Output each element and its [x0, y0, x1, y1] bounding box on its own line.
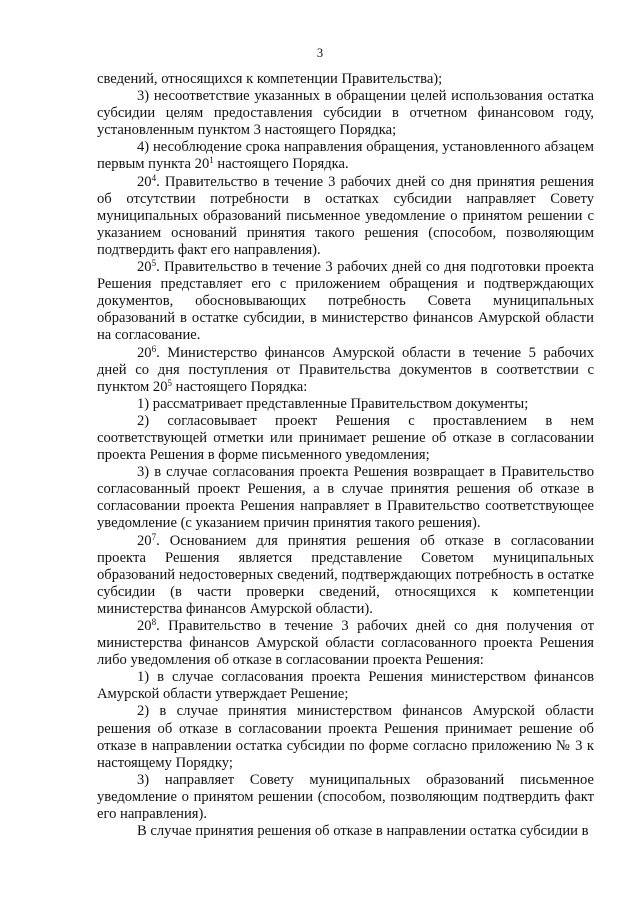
paragraph-20-8-item-2: 2) в случае принятия министерством финансов Амурской области решения об отказе в согласовании проекта Решения принимает решение об отказе в направлении остатка субсидии по форме согласно приложению № 3 к настоящему Порядку;	[97, 703, 594, 771]
paragraph-20-7: $20^7$. Основанием для принятия решения об отказе в согласовании проекта Решения является представление Советом муниципальных образований недостоверных сведений, подтверждающих потребность в остатке субсидии (в части проверки сведений, относящихся к компетенции министерства финансов Амурской области).	[97, 531, 594, 617]
superscript: 5	[167, 377, 172, 388]
paragraph-final: В случае принятия решения об отказе в направлении остатка субсидии в	[137, 823, 589, 840]
paragraph-item-4: 4) несоблюдение срока направления обращения, установленного абзацем первым пункта $20^1$ настоящего Порядка.	[97, 139, 594, 173]
paragraph-20-8-item-3: 3) направляет Совету муниципальных образований письменное уведомление о принятом решении (способом, позволяющим подтвердить факт его направления).	[97, 771, 594, 823]
paragraph-20-4: $20^4$. Правительство в течение 3 рабочих дней со дня принятия решения об отсутствии потребности в остатках субсидии направляет Совету муниципальных образований письменное уведомление о принятом решении с указанием оснований принятия такого решения (способом, позволяющим подтвердить факт его направления).	[97, 172, 594, 258]
paragraph-20-8-item-1: 1) в случае согласования проекта Решения министерством финансов Амурской области утверждает Решение;	[97, 669, 594, 703]
superscript: 8	[151, 617, 157, 628]
page-number: 3	[316, 46, 324, 60]
paragraph-20-8: $20^8$. Правительство в течение 3 рабочих дней со дня получения от министерства финансов Амурской области согласованного проекта Решения либо уведомления об отказе в согласовании проекта Решения:	[97, 617, 594, 669]
superscript: 6	[151, 343, 157, 354]
paragraph-20-6-item-2: 2) согласовывает проект Решения с проставлением в нем соответствующей отметки или принимает решение об отказе в согласовании проекта Решения в форме письменного уведомления;	[97, 412, 594, 464]
superscript: 5	[151, 258, 157, 269]
superscript: 7	[151, 531, 157, 542]
paragraph-20-6-item-3: 3) в случае согласования проекта Решения возвращает в Правительство согласованный проект Решения, а в случае принятия решения об отказе в согласовании проекта Решения направляет в Правительство соответствующее уведомление (с указанием причин принятия такого решения).	[97, 464, 594, 532]
superscript: 4	[151, 172, 157, 183]
document-body	[97, 71, 594, 840]
paragraph-20-6: $20^6$. Министерство финансов Амурской области в течение 5 рабочих дней со дня поступления от Правительства документов в соответствии с пунктом $20^5$ настоящего Порядка:	[97, 343, 594, 395]
paragraph-20-6-item-1: 1) рассматривает представленные Правительством документы;	[137, 395, 529, 412]
paragraph-continuation: сведений, относящихся к компетенции Правительства);	[97, 71, 443, 87]
paragraph-20-5: $20^5$. Правительство в течение 3 рабочих дней со дня подготовки проекта Решения представляет его с приложением обращения и подтверждающих документов, обосновывающих потребность Совета муниципальных образований в остатке субсидии, в министерство финансов Амурской области на согласование.	[97, 258, 594, 344]
paragraph-item-3: 3) несоответствие указанных в обращении целей использования остатка субсидии целям предоставления субсидии в отчетном финансовом году, установленным пунктом 3 настоящего Порядка;	[97, 88, 594, 139]
superscript: 1	[209, 155, 214, 166]
